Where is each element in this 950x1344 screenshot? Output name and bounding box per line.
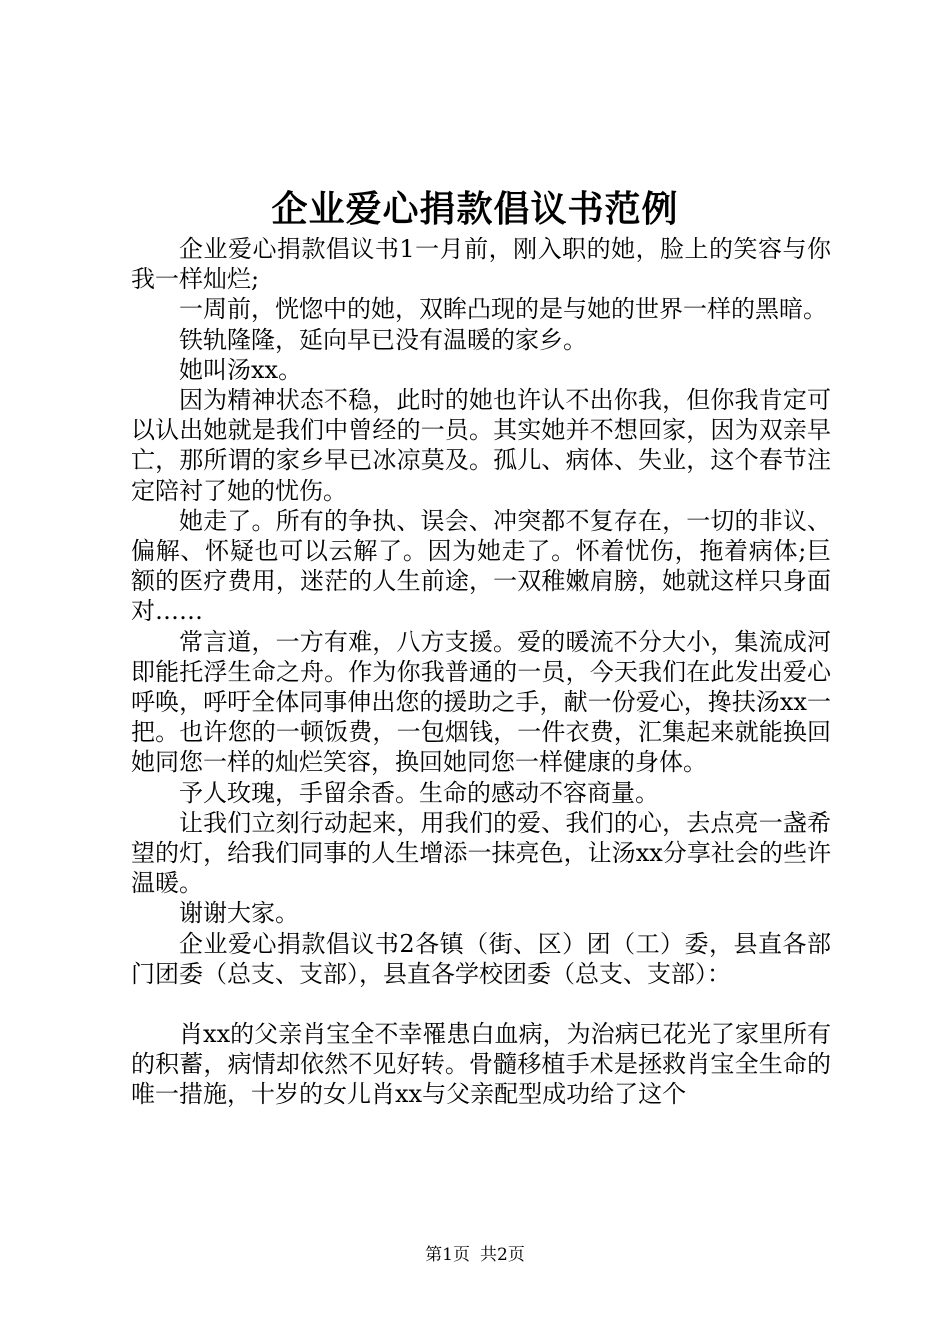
paragraph: 她叫汤xx。 (179, 355, 303, 384)
document-title: 企业爱心捐款倡议书范例 (271, 188, 679, 230)
paragraph: 予人玫瑰，手留余香。生命的感动不容商量。 (179, 778, 659, 807)
document-body (131, 234, 831, 1110)
paragraph: 她走了。所有的争执、误会、冲突都不复存在，一切的非议、偏解、怀疑也可以云解了。因为她走了。怀着忧伤，拖着病体;巨额的医疗费用，迷茫的人生前途，一双稚嫩肩膀，她就这样只身面对…… (131, 506, 831, 626)
page-total: 共2页 (480, 1245, 525, 1265)
paragraph: 常言道，一方有难，八方支援。爱的暖流不分大小，集流成河即能托浮生命之舟。作为你我普通的一员，今天我们在此发出爱心呼唤，呼吁全体同事伸出您的援助之手，献一份爱心，搀扶汤xx一把。也许您的一顿饭费，一包烟钱，一件衣费，汇集起来就能换回她同您一样的灿烂笑容，换回她同您一样健康的身体。 (131, 627, 831, 777)
paragraph: 铁轨隆隆，延向早已没有温暖的家乡。 (179, 325, 587, 354)
paragraph: 让我们立刻行动起来，用我们的爱、我们的心，去点亮一盏希望的灯，给我们同事的人生增添一抹亮色，让汤xx分享社会的些许温暖。 (131, 808, 831, 898)
paragraph: 一周前，恍惚中的她，双眸凸现的是与她的世界一样的黑暗。 (179, 295, 827, 324)
paragraph: 因为精神状态不稳，此时的她也许认不出你我，但你我肯定可以认出她就是我们中曾经的一员。其实她并不想回家，因为双亲早亡，那所谓的家乡早已冰凉莫及。孤儿、病体、失业，这个春节注定陪衬了她的忧伤。 (131, 386, 831, 505)
page-number: 第1页 (425, 1245, 470, 1265)
paragraph: 企业爱心捐款倡议书2各镇（街、区）团（工）委，县直各部门团委（总支、支部），县直各学校团委（总支、支部）： (131, 929, 831, 988)
page-footer (0, 1243, 950, 1267)
paragraph: 谢谢大家。 (179, 899, 299, 928)
paragraph: 肖xx的父亲肖宝全不幸罹患白血病，为治病已花光了家里所有的积蓄，病情却依然不见好转。骨髓移植手术是拯救肖宝全生命的唯一措施，十岁的女儿肖xx与父亲配型成功给了这个 (131, 1020, 831, 1109)
paragraph: 企业爱心捐款倡议书1一月前，刚入职的她，脸上的笑容与你我一样灿烂; (131, 235, 831, 294)
